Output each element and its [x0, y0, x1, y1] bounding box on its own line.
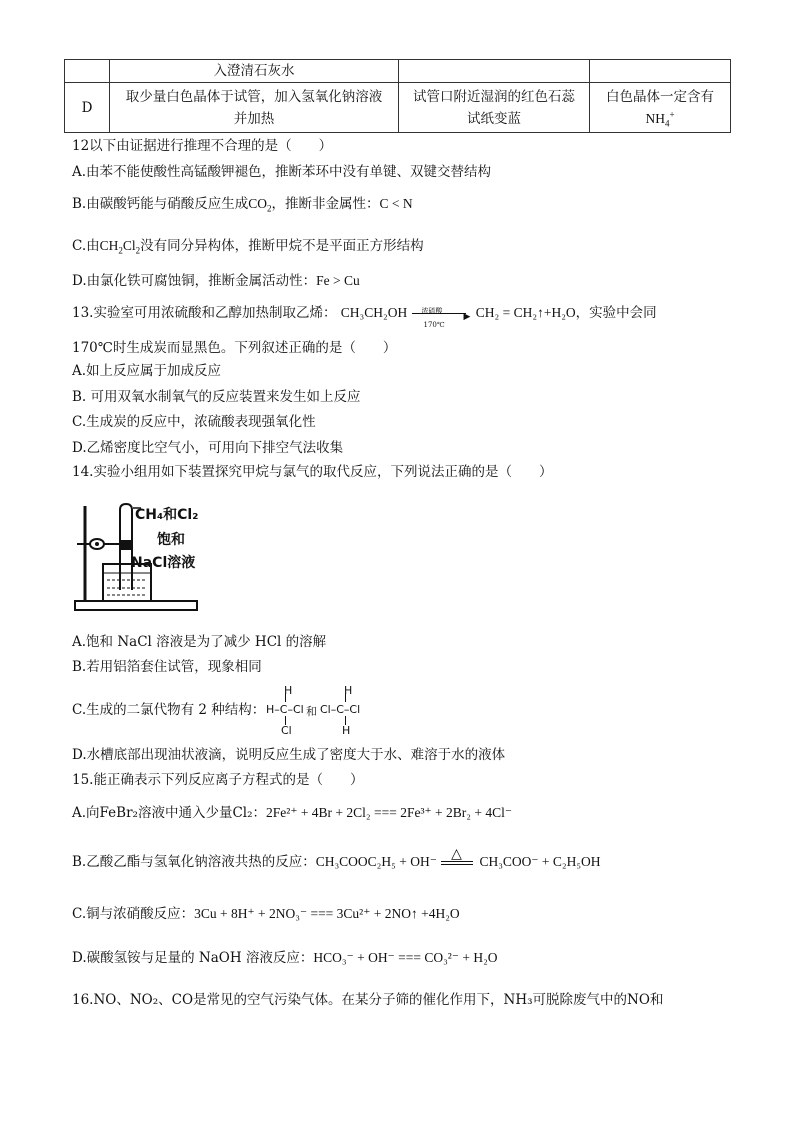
text: D.碳酸氢铵与足量的 NaOH 溶液反应： [72, 950, 314, 966]
conclusion-formula [590, 108, 730, 130]
apparatus-figure [73, 498, 208, 617]
struct1-center: H–C–Cl [266, 703, 304, 716]
q15-option-b [72, 845, 601, 873]
equals-line [441, 864, 473, 865]
q13-stem [72, 303, 657, 329]
struct-atom-h: H [342, 724, 351, 737]
text: A.向FeBr₂溶液中通入少量Cl₂： [72, 805, 267, 821]
table-cell-label [65, 60, 110, 83]
q14-stem: 14.实验小组用如下装置探究甲烷与氯气的取代反应，下列说法正确的是（ ） [72, 464, 553, 480]
struct-atom-h: H [284, 684, 293, 697]
table-cell-operation: 入澄清石灰水 [110, 60, 399, 83]
equation-left: CH₃CH₂OH [340, 305, 408, 320]
arrow-line [412, 313, 466, 314]
q12-stem: 12以下由证据进行推理不合理的是（ ） [72, 138, 333, 154]
table-cell-phenomenon [399, 83, 590, 133]
struct2-center: Cl–C–Cl [320, 703, 361, 716]
formula-sub: 2 [118, 245, 123, 256]
table-row [65, 83, 731, 133]
q12-option-a: A.由苯不能使酸性高锰酸钾褪色，推断苯环中没有单键、双键交替结构 [72, 164, 492, 180]
relation: Fe > Cu [316, 273, 360, 288]
q15-stem: 15.能正确表示下列反应离子方程式的是（ ） [72, 772, 364, 788]
table-cell-label: D [65, 83, 110, 133]
operation-line: 取少量白色晶体于试管，加入氢氧化钠溶液 [125, 88, 383, 105]
arrow-condition-bottom: 170℃ [423, 320, 445, 329]
equation: HCO₃⁻ + OH⁻ === CO₃²⁻ + H₂O [313, 950, 498, 965]
q13-option-a: A.如上反应属于加成反应 [72, 363, 222, 379]
text: B.乙酸乙酯与氢氧化钠溶液共热的反应： [72, 854, 316, 870]
q15-option-a [72, 803, 512, 823]
text: 没有同分异构体，推断甲烷不是平面正方形结构 [140, 238, 424, 254]
q15-option-d [72, 948, 498, 968]
equation-right: CH₃COO⁻ + C₂H₅OH [479, 854, 601, 869]
phenomenon-line: 试管口附近湿润的红色石蕊 [413, 88, 575, 105]
text: C.铜与浓硝酸反应： [72, 906, 195, 922]
equation-right: CH₂ = CH₂↑+H₂O [475, 305, 576, 320]
q13-option-d: D.乙烯密度比空气小，可用向下排空气法收集 [72, 440, 344, 456]
text: ，实验中会同 [575, 305, 657, 321]
table-cell-conclusion [590, 83, 731, 133]
figure-label-saturated: 饱和 [157, 532, 185, 548]
reaction-arrow [412, 304, 472, 329]
formula-sub: 4 [664, 118, 670, 129]
q13-option-c: C.生成炭的反应中，浓硫酸表现强氧化性 [72, 414, 316, 430]
formula-sub: 2 [266, 203, 272, 214]
text: D.由氯化铁可腐蚀铜，推断金属活动性： [72, 273, 317, 289]
conclusion-line: 白色晶体一定含有 [606, 88, 714, 105]
struct-bond [285, 693, 286, 702]
struct-and: 和 [306, 705, 317, 718]
text: 13.实验室可用浓硫酸和乙醇加热制取乙烯： [72, 305, 337, 321]
arrow-head-icon: ▶ [463, 311, 471, 322]
formula: CH [99, 238, 119, 253]
struct-atom-cl: Cl [281, 724, 292, 737]
q12-option-c [72, 236, 424, 256]
struct-bond [345, 693, 346, 702]
text: ，推断非金属性： [271, 196, 380, 212]
text: C.由 [72, 238, 100, 254]
equals-line [441, 861, 473, 862]
table-row [65, 60, 731, 83]
q13-option-b: B. 可用双氧水制氧气的反应装置来发生如上反应 [72, 389, 361, 405]
figure-label-solution: NaCl溶液 [131, 555, 196, 571]
q14-option-c: C.生成的二氯代物有 2 种结构： [72, 702, 266, 718]
q14-option-b: B.若用铝箔套住试管，现象相同 [72, 659, 262, 675]
q14-option-a: A.饱和 NaCl 溶液是为了减少 HCl 的溶解 [72, 634, 327, 650]
relation: C < N [379, 196, 413, 211]
operation-line: 并加热 [233, 110, 275, 127]
struct-atom-h: H [344, 684, 353, 697]
q15-option-c [72, 904, 460, 924]
experiment-table [64, 59, 731, 133]
formula: CO [248, 196, 267, 211]
formula-sub: 2 [135, 245, 141, 256]
q12-option-d [72, 271, 360, 291]
heat-equals-sign [441, 845, 475, 873]
equation-left: CH₃COOC₂H₅ + OH⁻ [315, 854, 437, 869]
q12-option-b [72, 194, 413, 214]
figure-label-gas: CH₄和Cl₂ [135, 507, 199, 523]
arrow-condition-top: 浓硫酸 [421, 306, 443, 315]
phenomenon-line: 试纸变蓝 [467, 110, 521, 127]
equation: 3Cu + 8H⁺ + 2NO₃⁻ === 3Cu²⁺ + 2NO↑ +4H₂O [194, 906, 460, 921]
formula: Cl [122, 238, 136, 253]
table-cell-conclusion [590, 60, 731, 83]
q16-stem: 16.NO、NO₂、CO是常见的空气污染气体。在某分子筛的催化作用下，NH₃可脱除废气中的NO和 [72, 992, 664, 1008]
table-cell-phenomenon [399, 60, 590, 83]
formula-sup: + [669, 109, 675, 119]
equation: 2Fe²⁺ + 4Br + 2Cl₂ === 2Fe³⁺ + 2Br₂ + 4Cl⁻ [266, 805, 512, 820]
heat-icon: △ [451, 845, 462, 862]
text: B.由碳酸钙能与硝酸反应生成 [72, 196, 249, 212]
q14-option-d: D.水槽底部出现油状液滴，说明反应生成了密度大于水、难溶于水的液体 [72, 747, 506, 763]
table-cell-operation [110, 83, 399, 133]
formula-text: NH [645, 110, 665, 126]
q13-stem-line2: 170℃时生成炭而显黑色。下列叙述正确的是（ ） [72, 340, 397, 356]
